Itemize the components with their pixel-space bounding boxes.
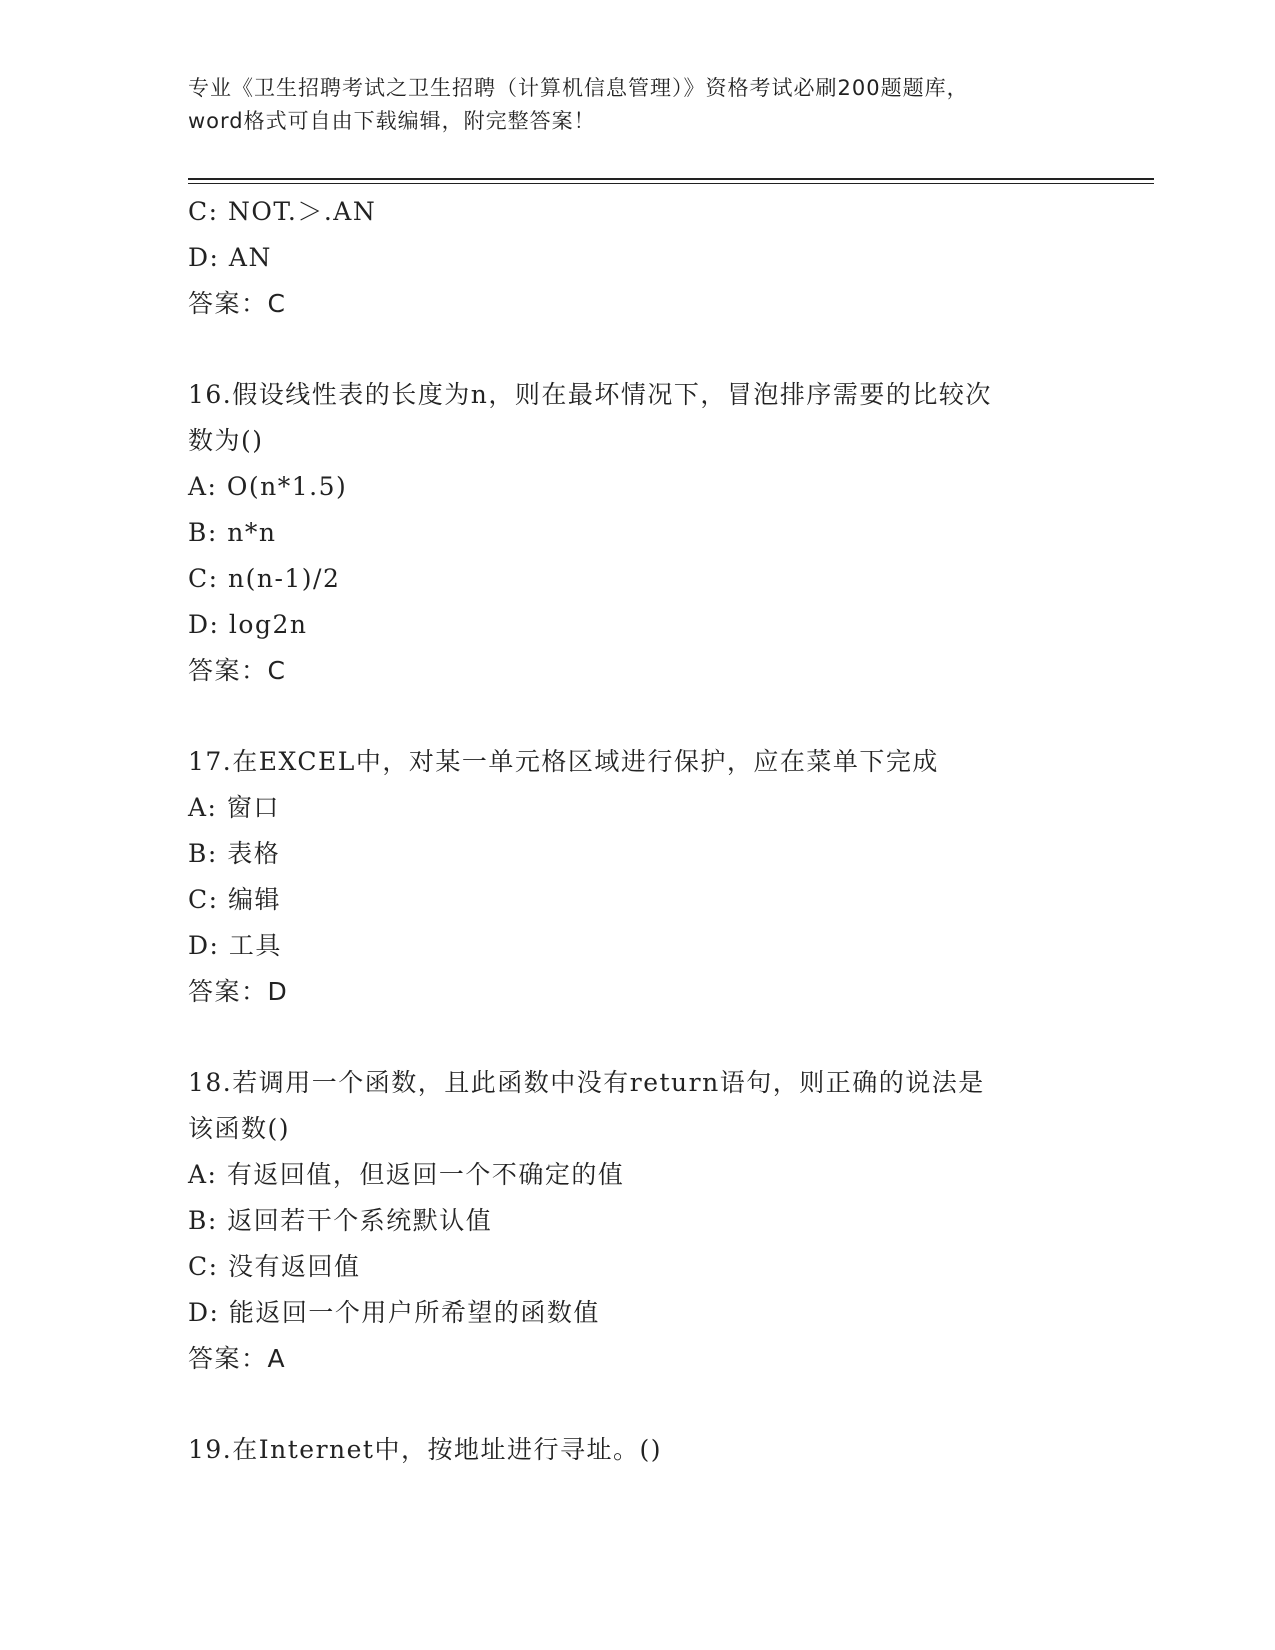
question-18 [188,1060,1088,1382]
header-divider-thin [188,183,1154,184]
header-line-2: word格式可自由下载编辑，附完整答案！ [188,109,596,133]
option-d: D: 能返回一个用户所希望的函数值 [188,1298,600,1327]
option-d: D: log2n [188,610,308,639]
answer: 答案：D [188,977,289,1006]
option-a: A: 窗口 [188,793,280,822]
question-stem-cont: 该函数() [188,1114,291,1143]
document-header [188,72,1088,138]
answer: 答案：C [188,656,287,685]
question-16 [188,372,1088,694]
question-17 [188,739,1088,1015]
option-c: C: 没有返回值 [188,1252,361,1281]
question-stem: 18.若调用一个函数，且此函数中没有return语句，则正确的说法是 [188,1068,985,1097]
option-a: A: O(n*1.5) [188,472,348,501]
option-d: D: AN [188,243,272,272]
option-c: C: NOT.＞.AN [188,197,377,226]
option-a: A: 有返回值，但返回一个不确定的值 [188,1160,625,1189]
answer: 答案：A [188,1344,287,1373]
answer: 答案：C [188,289,287,318]
option-d: D: 工具 [188,931,282,960]
option-c: C: 编辑 [188,885,281,914]
header-line-1: 专业《卫生招聘考试之卫生招聘（计算机信息管理）》资格考试必刷200题题库， [188,76,969,100]
option-b: B: 表格 [188,839,281,868]
question-stem: 17.在EXCEL中，对某一单元格区域进行保护，应在菜单下完成 [188,747,939,776]
question-stem-cont: 数为() [188,426,264,455]
question-19 [188,1427,1088,1473]
question-15-tail [188,189,1088,327]
option-b: B: n*n [188,518,277,547]
question-stem: 16.假设线性表的长度为n，则在最坏情况下，冒泡排序需要的比较次 [188,380,992,409]
header-divider-thick [188,178,1154,180]
option-b: B: 返回若干个系统默认值 [188,1206,493,1235]
option-c: C: n(n-1)/2 [188,564,341,593]
question-stem: 19.在Internet中，按地址进行寻址。() [188,1435,662,1464]
question-list [188,189,1088,1473]
